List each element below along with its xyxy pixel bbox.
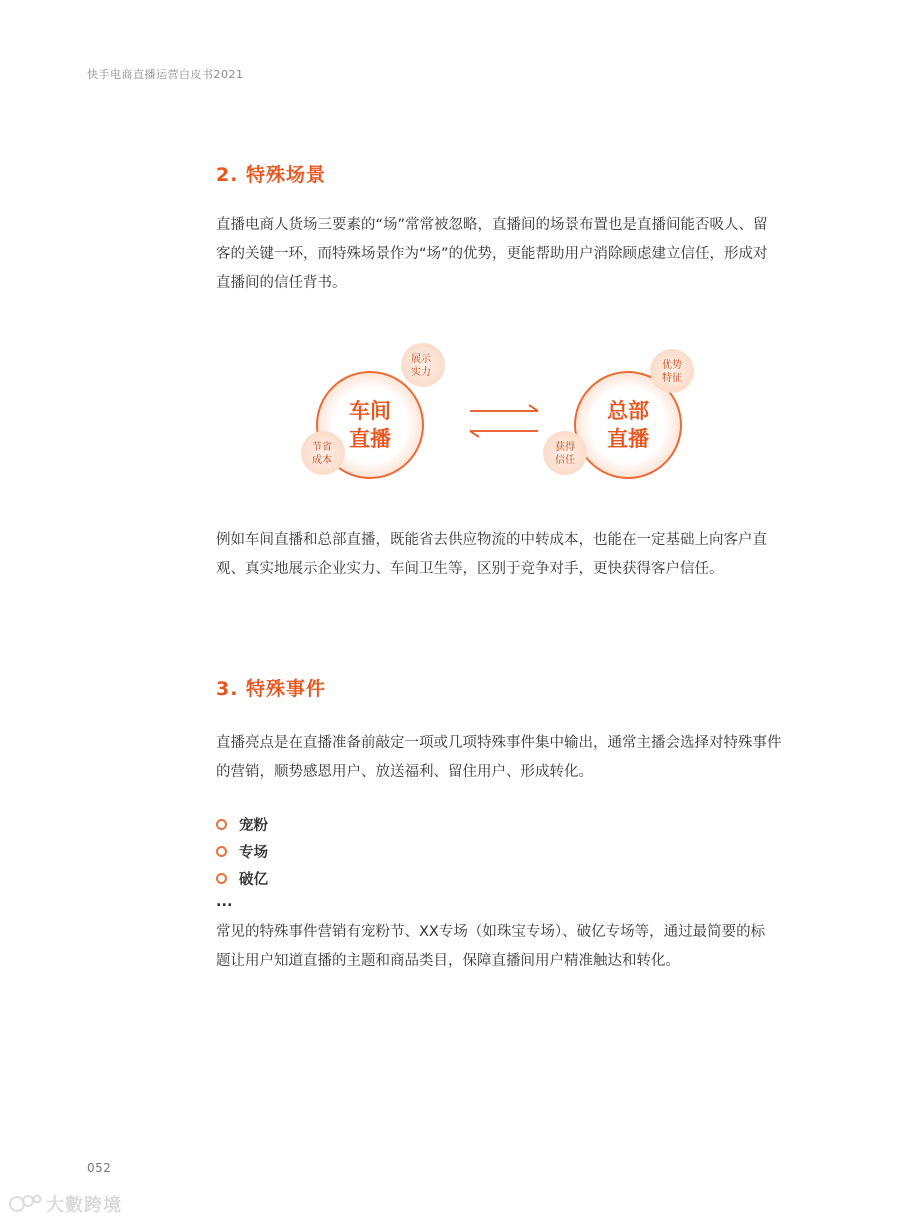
headquarters-live-label-line2: 直播 — [607, 427, 649, 451]
workshop-live-label-line2: 直播 — [349, 427, 391, 451]
gain-trust-circle — [543, 431, 587, 475]
show-strength-circle — [401, 343, 445, 387]
paragraph-line: 题让用户知道直播的主题和商品类目，保障直播间用户精准触达和转化。 — [216, 953, 680, 969]
save-cost-circle — [301, 431, 345, 475]
exchange-arrows — [470, 405, 538, 437]
show-strength-line1: 展示 — [411, 354, 431, 365]
running-header: 快手电商直播运营白皮书2021 — [87, 68, 244, 81]
watermark — [8, 1191, 122, 1217]
workshop-live-label-line1: 车间 — [349, 399, 391, 423]
watermark-logo-icon — [8, 1193, 42, 1215]
list-item-label: 宠粉 — [239, 818, 268, 834]
scene-diagram — [295, 335, 715, 495]
paragraph-line: 直播亮点是在直播准备前敲定一项或几项特殊事件集中输出，通常主播会选择对特殊事件 — [216, 735, 782, 751]
advantage-feature-line2: 特征 — [662, 373, 682, 384]
headquarters-live-label-line1: 总部 — [607, 399, 649, 423]
paragraph-line: 客的关键一环，而特殊场景作为“场”的优势，更能帮助用户消除顾虑建立信任，形成对 — [216, 246, 768, 262]
list-ellipsis: ... — [216, 894, 233, 910]
list-item — [216, 811, 268, 838]
paragraph-line: 常见的特殊事件营销有宠粉节、XX专场（如珠宝专场）、破亿专场等，通过最简要的标 — [216, 924, 766, 940]
section3-closing-paragraph — [216, 918, 820, 976]
watermark-text: 大數跨境 — [46, 1195, 122, 1216]
section2-example-paragraph — [216, 526, 820, 584]
save-cost-line2: 成本 — [312, 455, 332, 466]
advantage-feature-line1: 优势 — [662, 360, 682, 371]
advantage-feature-bubble — [650, 349, 694, 393]
gain-trust-line1: 获得 — [555, 442, 575, 453]
section-title-special-event: 3. 特殊事件 — [216, 678, 327, 700]
gain-trust-line2: 信任 — [555, 455, 575, 466]
paragraph-line: 例如车间直播和总部直播，既能省去供应物流的中转成本，也能在一定基础上向客户直 — [216, 532, 767, 548]
ring-bullet-icon — [216, 819, 227, 830]
show-strength-line2: 实力 — [411, 367, 431, 378]
page-number: 052 — [87, 1161, 112, 1175]
gain-trust-bubble — [543, 431, 587, 475]
paragraph-line: 观、真实地展示企业实力、车间卫生等，区别于竞争对手，更快获得客户信任。 — [216, 561, 724, 577]
section2-intro-paragraph — [216, 211, 820, 298]
paragraph-line: 直播电商人货场三要素的“场”常常被忽略，直播间的场景布置也是直播间能否吸人、留 — [216, 217, 768, 233]
list-item-label: 专场 — [239, 845, 268, 861]
paragraph-line: 的营销，顺势感恩用户、放送福利、留住用户、形成转化。 — [216, 764, 593, 780]
list-item-label: 破亿 — [239, 872, 268, 888]
ring-bullet-icon — [216, 846, 227, 857]
save-cost-bubble — [301, 431, 345, 475]
event-type-list — [216, 811, 268, 892]
list-item — [216, 838, 268, 865]
show-strength-bubble — [401, 343, 445, 387]
section3-intro-paragraph — [216, 729, 820, 787]
advantage-feature-circle — [650, 349, 694, 393]
save-cost-line1: 节省 — [312, 442, 332, 453]
section-title-special-scene: 2. 特殊场景 — [216, 164, 327, 186]
paragraph-line: 直播间的信任背书。 — [216, 275, 347, 291]
list-item — [216, 865, 268, 892]
ring-bullet-icon — [216, 873, 227, 884]
